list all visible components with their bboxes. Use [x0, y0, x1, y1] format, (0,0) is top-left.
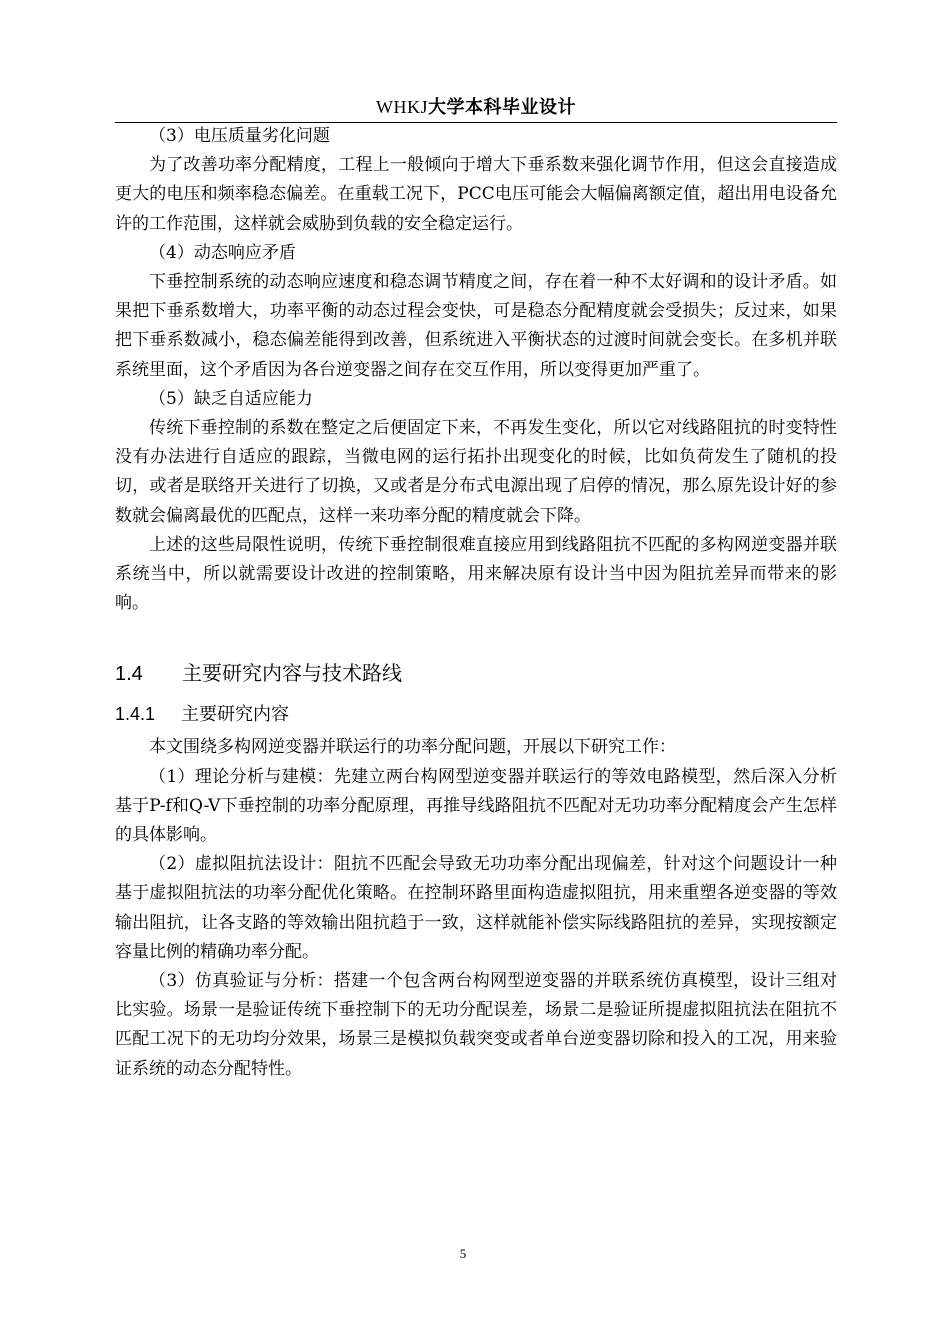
page-header [115, 94, 837, 123]
paragraph: 下垂控制系统的动态响应速度和稳态调节精度之间，存在着一种不太好调和的设计矛盾。如果把下垂系数增大，功率平衡的动态过程会变快，可是稳态分配精度就会受损失；反过来，如果把下垂系数减小，稳态偏差能得到改善，但系统进入平衡状态的过渡时间就会变长。在多机并联系统里面，这个矛盾因为各台逆变器之间存在交互作用，所以变得更加严重了。 [115, 272, 837, 380]
section-heading [115, 658, 837, 689]
paragraph: 传统下垂控制的系数在整定之后便固定下来，不再发生变化，所以它对线路阻抗的时变特性没有办法进行自适应的跟踪，当微电网的运行拓扑出现变化的时候，比如负荷发生了随机的投切，或者是联络开关进行了切换，又或者是分布式电源出现了启停的情况，那么原先设计好的参数就会偏离最优的匹配点，这样一来功率分配的精度就会下降。 [115, 418, 837, 526]
header-title: 大学本科毕业设计 [428, 97, 576, 118]
paragraph: 本文围绕多构网逆变器并联运行的功率分配问题，开展以下研究工作： [149, 737, 676, 758]
page-footer [0, 1246, 950, 1262]
list-heading-5: （5）缺乏自适应能力 [149, 388, 313, 409]
list-item: （2）虚拟阻抗法设计：阻抗不匹配会导致无功功率分配出现偏差，针对这个问题设计一种基于虚拟阻抗法的功率分配优化策略。在控制环路里面构造虚拟阻抗，用来重塑各逆变器的等效输出阻抗，让各支路的等效输出阻抗趋于一致，这样就能补偿实际线路阻抗的差异，实现按额定容量比例的精确功率分配。 [115, 854, 837, 962]
list-item: （3）仿真验证与分析：搭建一个包含两台构网型逆变器的并联系统仿真模型，设计三组对比实验。场景一是验证传统下垂控制下的无功分配误差，场景二是验证所提虚拟阻抗法在阻抗不匹配工况下的无功均分效果，场景三是模拟负载突变或者单台逆变器切除和投入的工况，用来验证系统的动态分配特性。 [115, 971, 837, 1079]
page-number: 5 [459, 1246, 467, 1261]
list-heading-4: （4）动态响应矛盾 [149, 242, 296, 263]
list-heading-3: （3）电压质量劣化问题 [149, 126, 330, 146]
paragraph: 为了改善功率分配精度，工程上一般倾向于增大下垂系数来强化调节作用，但这会直接造成更大的电压和频率稳态偏差。在重载工况下，PCC电压可能会大幅偏离额定值，超出用电设备允许的工作范围，这样就会威胁到负载的安全稳定运行。 [115, 155, 837, 234]
subsection-title: 主要研究内容 [181, 704, 289, 726]
section-title: 主要研究内容与技术路线 [182, 661, 402, 686]
section-number: 1.4 [115, 663, 143, 686]
header-latin: WHKJ [376, 97, 428, 117]
subsection-number: 1.4.1 [115, 704, 156, 725]
subsection-heading [115, 700, 837, 729]
list-item: （1）理论分析与建模：先建立两台构网型逆变器并联运行的等效电路模型，然后深入分析基于P-f和Q-V下垂控制的功率分配原理，再推导线路阻抗不匹配对无功功率分配精度会产生怎样的具体影响。 [115, 766, 837, 846]
page-content [115, 122, 837, 1084]
paragraph: 上述的这些局限性说明，传统下垂控制很难直接应用到线路阻抗不匹配的多构网逆变器并联系统当中，所以就需要设计改进的控制策略，用来解决原有设计当中因为阻抗差异而带来的影响。 [115, 534, 837, 614]
